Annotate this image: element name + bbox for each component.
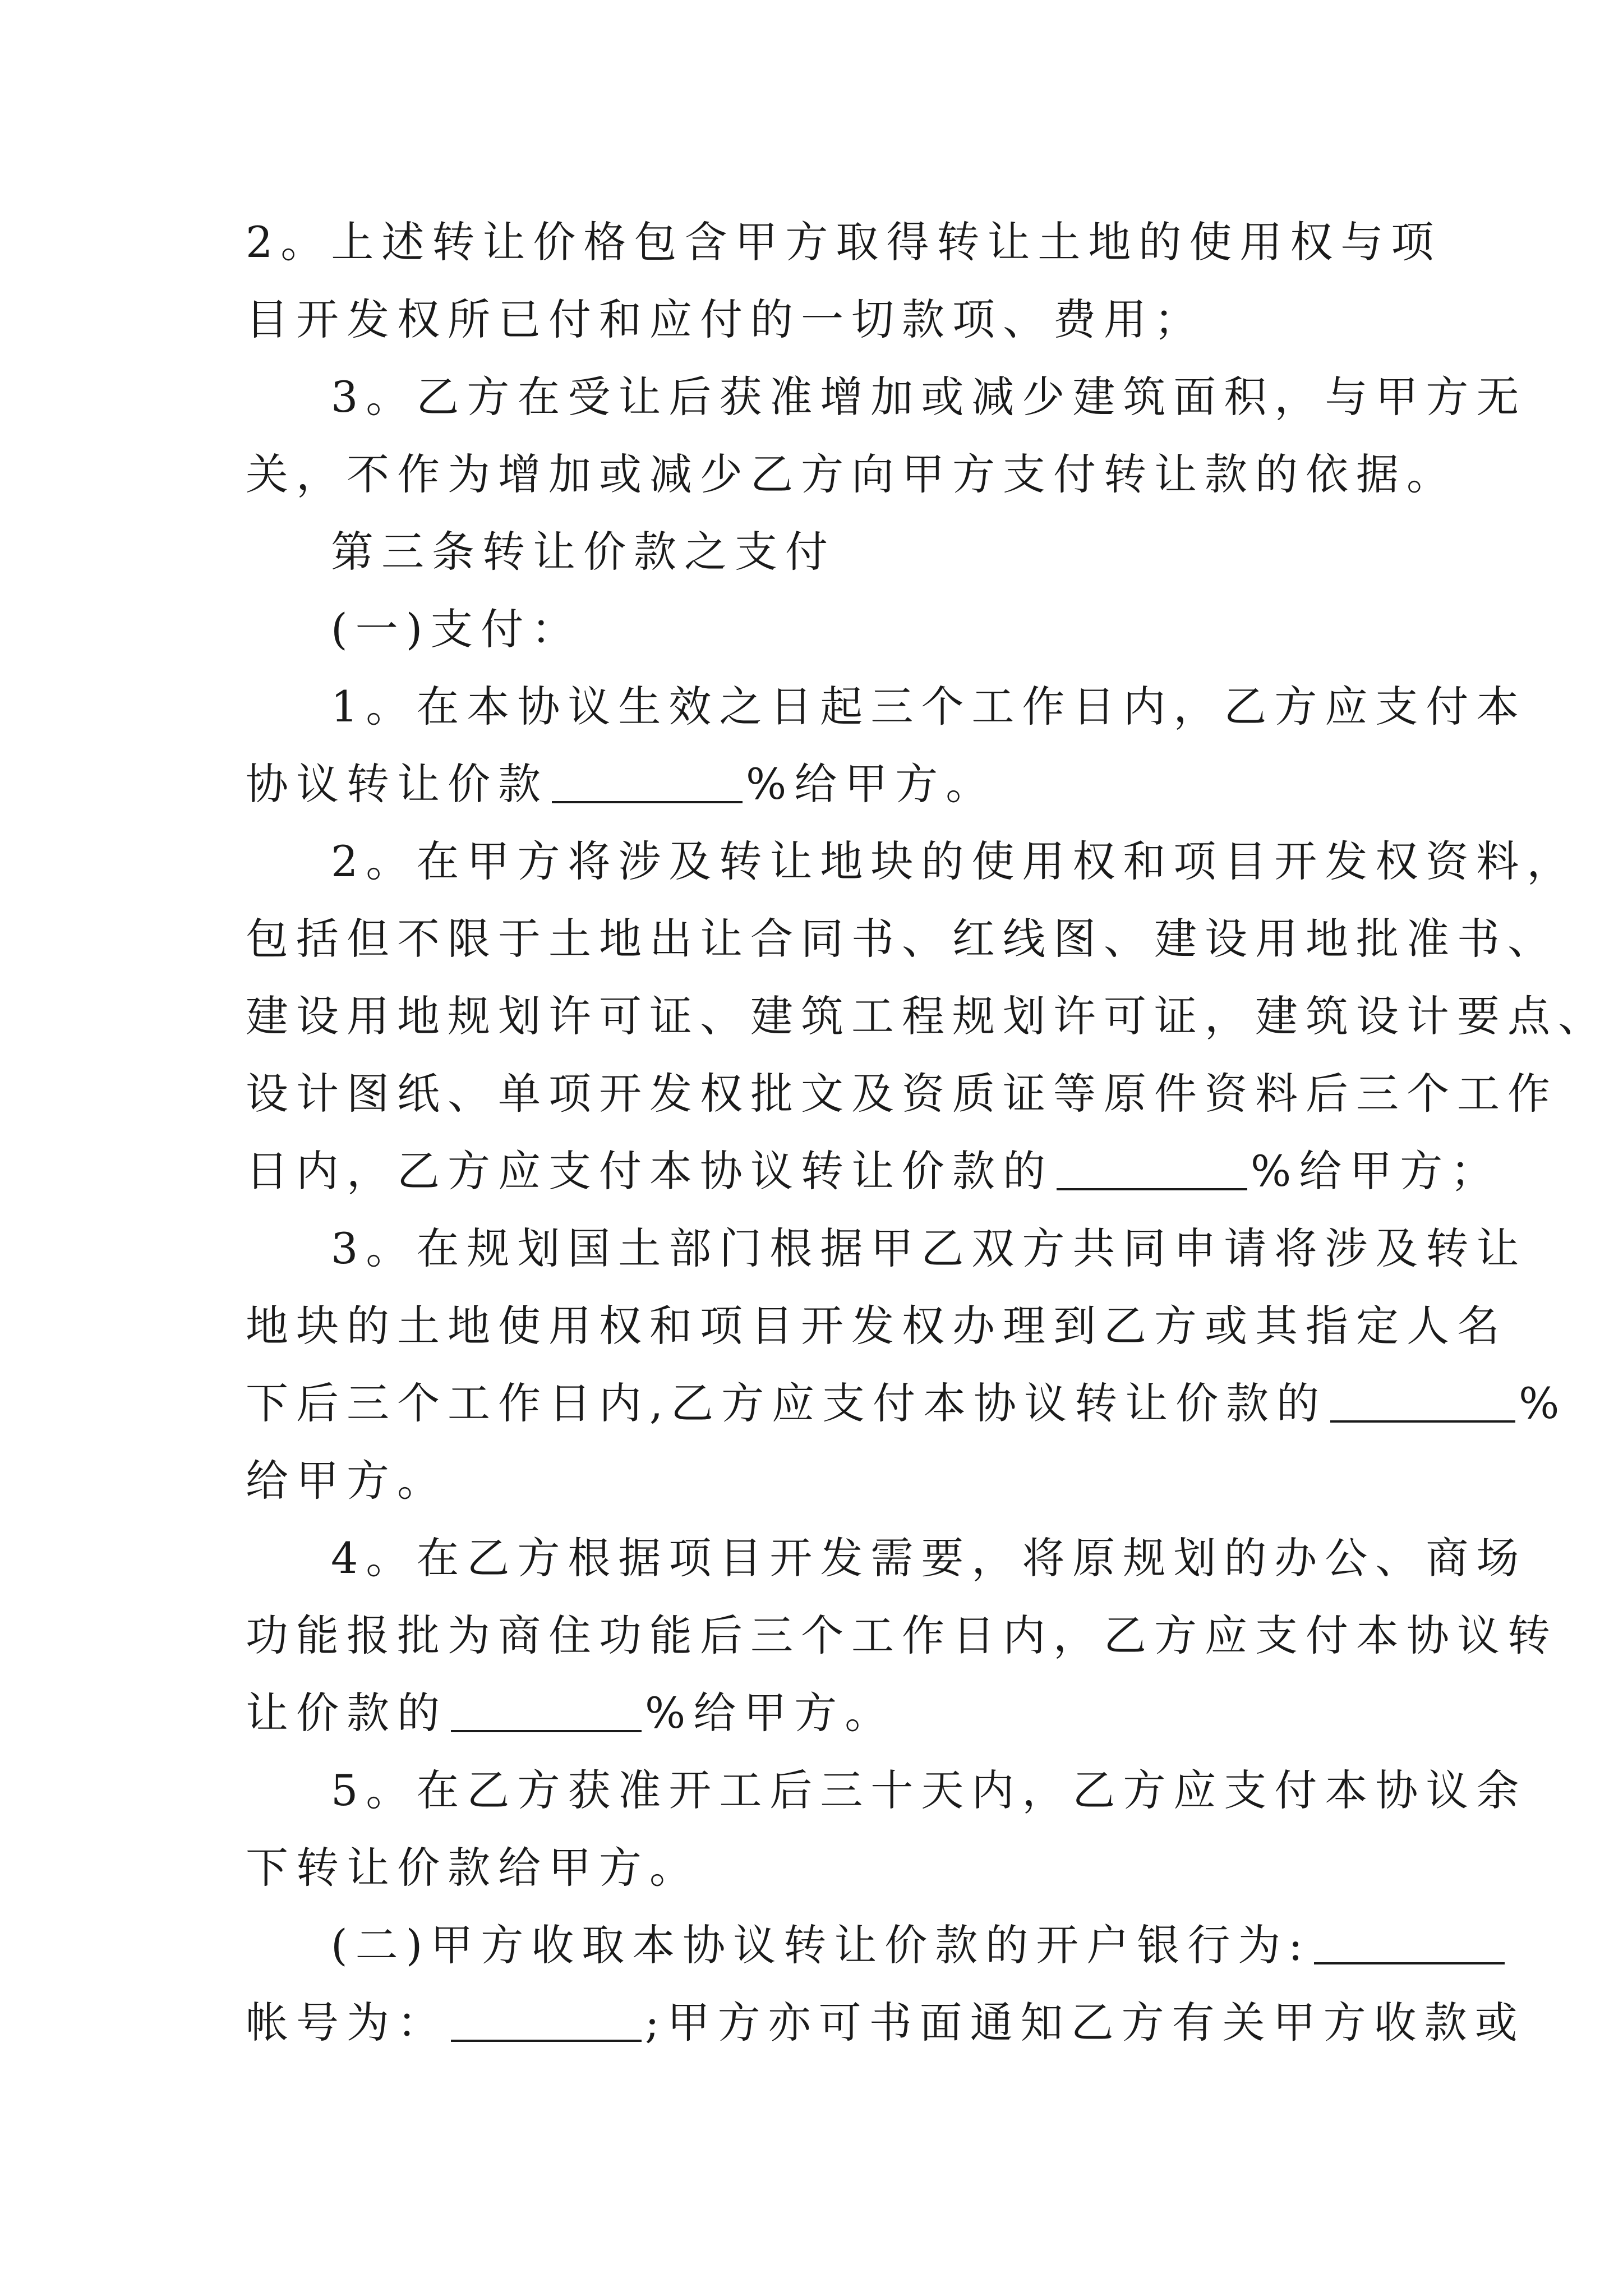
paragraph-line (246, 1055, 1614, 1133)
text-run: 1。在本协议生效之日起三个工作日内，乙方应支付本 (331, 682, 1527, 731)
paragraph-line (246, 1364, 1614, 1443)
text-run: 日内，乙方应支付本协议转让价款的 (246, 1146, 1053, 1196)
text-run: 2。上述转让价格包含甲方取得转让土地的使用权与项 (246, 217, 1442, 267)
paragraph-line (246, 977, 1614, 1056)
paragraph-line (246, 1442, 1614, 1520)
paragraph-line (331, 1209, 1615, 1288)
paragraph-line (246, 203, 1614, 282)
paragraph-line (246, 1132, 1614, 1211)
paragraph-line (246, 1287, 1614, 1365)
paragraph-line (246, 745, 1614, 823)
text-run: 2。在甲方将涉及转让地块的使用权和项目开发权资料， (331, 836, 1578, 886)
text-run: 目开发权所已付和应付的一切款项、费用； (246, 295, 1205, 344)
paragraph-line (331, 1906, 1615, 1985)
text-run: 功能报批为商住功能后三个工作日内，乙方应支付本协议转 (246, 1611, 1558, 1660)
paragraph-line (246, 1829, 1614, 1907)
subsection-heading (331, 590, 1615, 669)
text-run: 第三条转让价款之支付 (331, 527, 836, 577)
text-run: 3。乙方在受让后获准增加或减少建筑面积，与甲方无 (331, 372, 1527, 422)
text-run: 地块的土地使用权和项目开发权办理到乙方或其指定人名 (246, 1301, 1507, 1351)
paragraph-line (331, 358, 1615, 436)
text-run: (二)甲方收取本协议转让价款的开户银行为: (331, 1920, 1311, 1970)
text-run: 让价款的 (246, 1688, 448, 1738)
text-run: %给甲方。 (746, 759, 997, 809)
fill-in-blank[interactable] (552, 801, 743, 803)
section-heading (331, 513, 1615, 591)
text-run: 5。在乙方获准开工后三十天内，乙方应支付本协议余 (331, 1765, 1527, 1815)
paragraph-line (331, 668, 1615, 746)
text-run: 给甲方。 (246, 1456, 448, 1506)
text-run: 设计图纸、单项开发权批文及资质证等原件资料后三个工作 (246, 1069, 1558, 1119)
text-run: 帐号为： (246, 1998, 448, 2047)
paragraph-line (331, 1751, 1615, 1830)
text-run: %给甲方； (1251, 1146, 1501, 1196)
text-run: 建设用地规划许可证、建筑工程规划许可证，建筑设计要点、 (246, 991, 1608, 1041)
fill-in-blank[interactable] (1314, 1962, 1505, 1964)
fill-in-blank[interactable] (1330, 1420, 1515, 1423)
text-run: 协议转让价款 (246, 759, 548, 809)
paragraph-line (246, 435, 1614, 514)
fill-in-blank[interactable] (451, 1730, 642, 1732)
text-run: 4。在乙方根据项目开发需要，将原规划的办公、商场 (331, 1533, 1527, 1583)
paragraph-line (246, 280, 1614, 359)
fill-in-blank[interactable] (451, 2040, 642, 2042)
paragraph-line (331, 1519, 1615, 1598)
paragraph-line (246, 1674, 1614, 1752)
text-run: 关，不作为增加或减少乙方向甲方支付转让款的依据。 (246, 449, 1457, 499)
paragraph-line (331, 822, 1615, 901)
text-run: %给甲方。 (645, 1688, 896, 1738)
text-run: 下后三个工作日内,乙方应支付本协议转让价款的 (246, 1378, 1327, 1428)
paragraph-line (246, 1596, 1614, 1675)
paragraph-line (246, 1984, 1614, 2062)
text-run: 3。在规划国土部门根据甲乙双方共同申请将涉及转让 (331, 1223, 1527, 1273)
fill-in-blank[interactable] (1057, 1188, 1247, 1190)
paragraph-line (246, 900, 1614, 978)
text-run: % (1519, 1378, 1567, 1428)
text-run: 包括但不限于土地出让合同书、红线图、建设用地批准书、 (246, 914, 1558, 964)
text-run: ;甲方亦可书面通知乙方有关甲方收款或 (645, 1998, 1525, 2047)
text-run: 下转让价款给甲方。 (246, 1843, 700, 1893)
text-run: (一)支付： (331, 604, 582, 654)
